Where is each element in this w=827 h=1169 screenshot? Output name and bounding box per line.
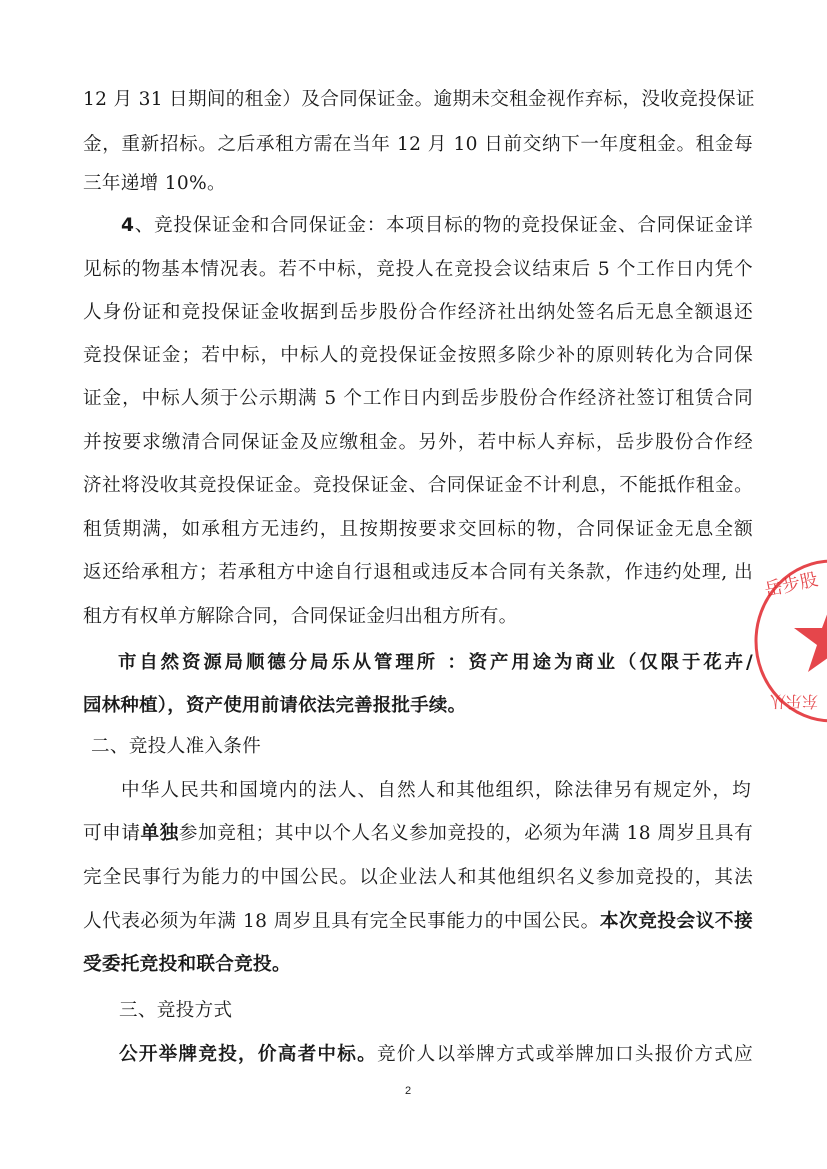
text-span: 竞价人以举牌方式或举牌加口头报价方式应: [376, 1044, 754, 1065]
text-span: 可申请: [83, 823, 141, 844]
text-line: 三年递增 10%。: [83, 173, 226, 194]
text-line: 金，重新招标。之后承租方需在当年 12 月 10 日前交纳下一年度租金。租金每: [83, 134, 753, 155]
text-line: 证金，中标人须于公示期满 5 个工作日内到岳步股份合作经济社签订租赁合同: [83, 388, 753, 409]
bold-text: 本次竞投会议不接: [599, 911, 753, 932]
text-line: 中华人民共和国境内的法人、自然人和其他组织，除法律另有规定外，均: [121, 780, 751, 801]
text-line: 完全民事行为能力的中国公民。以企业法人和其他组织名义参加竞投的，其法: [83, 867, 753, 888]
text-line: [119, 1043, 753, 1067]
text-line: 见标的物基本情况表。若不中标，竞投人在竞投会议结束后 5 个工作日内凭个: [83, 259, 753, 280]
svg-text:东乐从: 东乐从: [769, 692, 818, 711]
bold-text: 公开举牌竞投，价高者中标。: [119, 1044, 377, 1065]
section-3-heading: 三、竞投方式: [119, 1000, 233, 1021]
bold-text-line: 受委托竞投和联合竞投。: [83, 954, 291, 975]
item-4-text: 、竞投保证金和合同保证金：本项目标的物的竞投保证金、合同保证金详: [134, 215, 753, 236]
text-span: 参加竞租；其中以个人名义参加竞投的，必须为年满 18 周岁且具有: [178, 823, 753, 844]
section-2-heading: 二、竞投人准入条件: [91, 736, 262, 757]
text-line: 租赁期满，如承租方无违约，且按期按要求交回标的物，合同保证金无息全额: [83, 519, 753, 540]
item-4-first-line: [121, 214, 753, 238]
text-line: 租方有权单方解除合同，合同保证金归出租方所有。: [83, 606, 518, 627]
text-line: [83, 910, 753, 934]
bold-text: 单独: [140, 823, 179, 844]
text-line: 竞投保证金；若中标，中标人的竞投保证金按照多除少补的原则转化为合同保: [83, 345, 753, 366]
notice-line-1: 市自然资源局顺德分局乐从管理所 ：资产用途为商业（仅限于花卉/: [118, 652, 753, 673]
item-number: 4: [121, 215, 135, 236]
seal-star-icon: [752, 556, 827, 726]
svg-text:岳步股: 岳步股: [762, 569, 820, 601]
page-number: 2: [405, 1085, 412, 1097]
text-line: 返还给承租方；若承租方中途自行退租或违反本合同有关条款，作违约处理, 出: [83, 562, 753, 583]
text-line: 并按要求缴清合同保证金及应缴租金。另外，若中标人弃标，岳步股份合作经: [83, 432, 753, 453]
official-seal: [752, 556, 827, 726]
text-line: 人身份证和竞投保证金收据到岳步股份合作经济社出纳处签名后无息全额退还: [83, 302, 753, 323]
notice-line-2: 园林种植），资产使用前请依法完善报批手续。: [83, 695, 467, 716]
text-line: 济社将没收其竞投保证金。竞投保证金、合同保证金不计利息，不能抵作租金。: [83, 475, 753, 496]
text-line: 12 月 31 日期间的租金）及合同保证金。逾期未交租金视作弃标，没收竞投保证: [83, 89, 755, 110]
text-line: [83, 822, 753, 846]
text-span: 人代表必须为年满 18 周岁且具有完全民事能力的中国公民。: [83, 911, 600, 932]
